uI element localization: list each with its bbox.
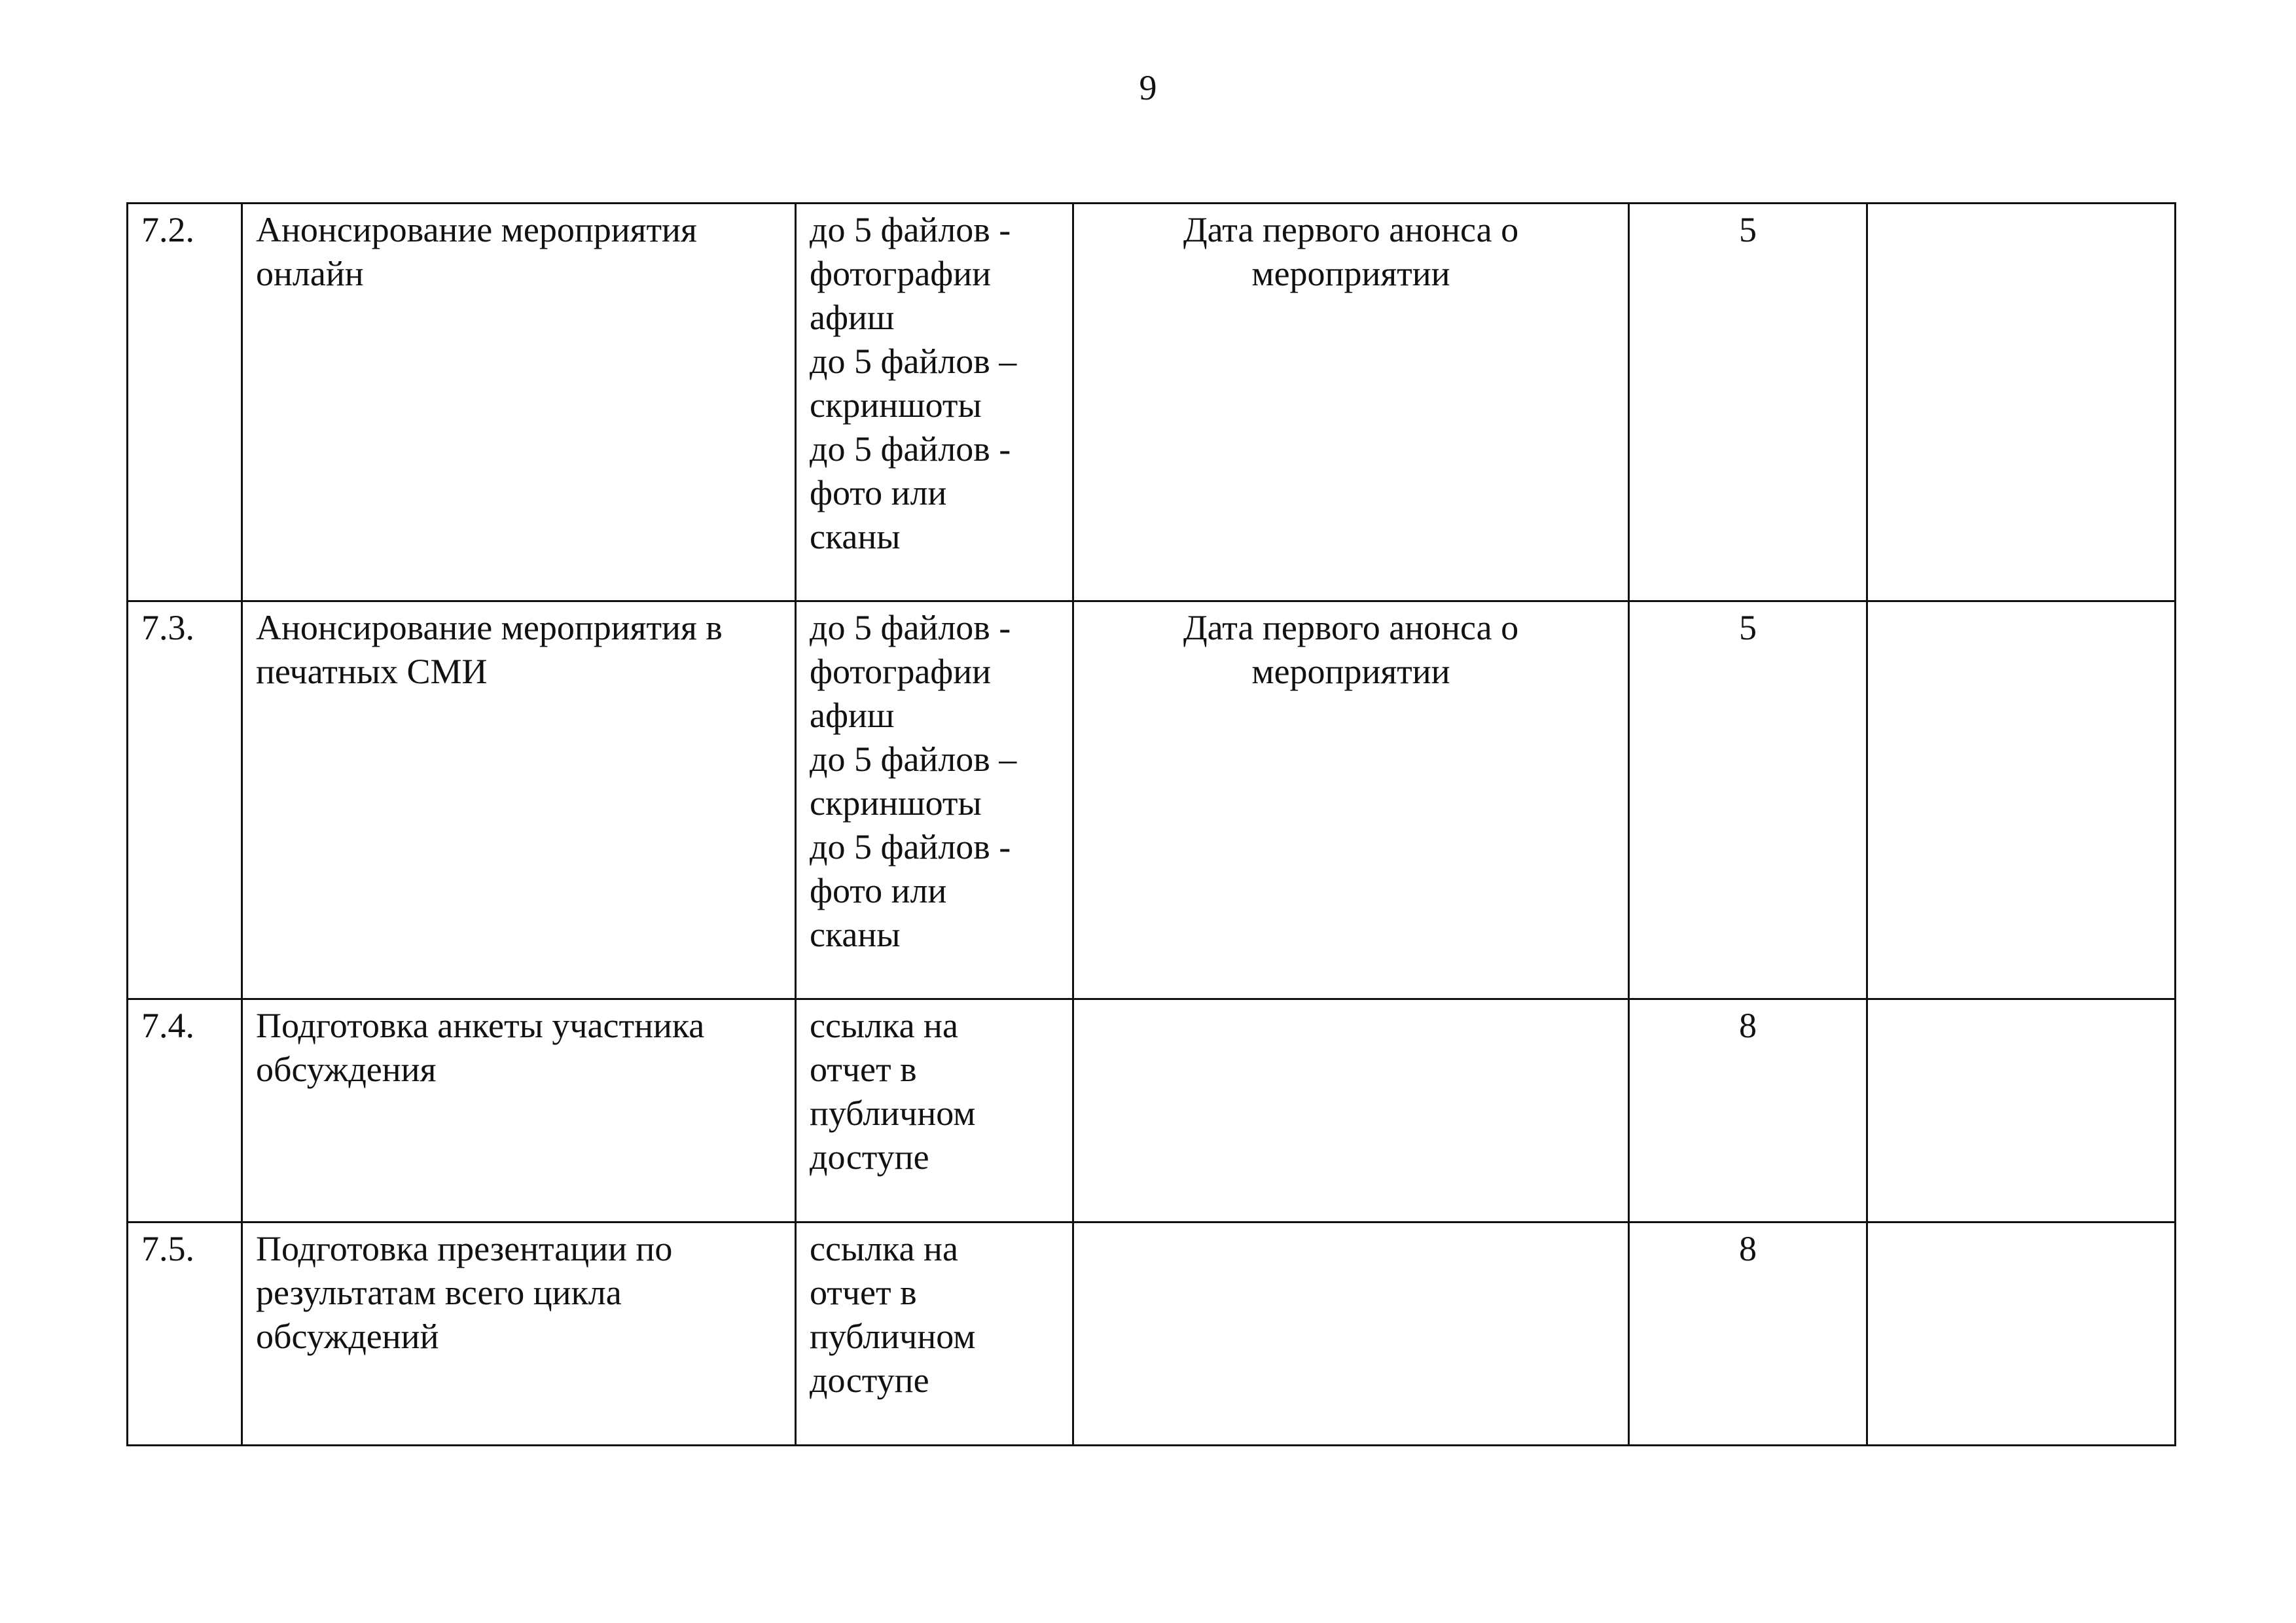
confirmation-text: ссылка на отчет в публичном доступе: [810, 1006, 976, 1177]
score-cell: [1629, 204, 1867, 601]
score-value: 8: [1739, 1006, 1757, 1045]
row-number: 7.2.: [141, 210, 194, 249]
row-number-cell: [128, 999, 242, 1222]
confirmation-text: до 5 файлов - фотографии афиш до 5 файлов – скриншоты до 5 файлов - фото или сканы: [810, 608, 1017, 954]
score-cell: [1629, 1222, 1867, 1446]
date-text: Дата первого анонса о мероприятии: [1183, 210, 1519, 293]
row-number-cell: [128, 1222, 242, 1446]
score-value: 8: [1739, 1229, 1757, 1268]
score-value: 5: [1739, 210, 1757, 249]
confirmation-cell: [796, 601, 1073, 999]
score-value: 5: [1739, 608, 1757, 647]
date-cell: [1073, 204, 1629, 601]
table-row: [128, 601, 2176, 999]
table-row: [128, 1222, 2176, 1446]
criterion-text: Подготовка анкеты участника обсуждения: [256, 1006, 705, 1089]
page-number: 9: [1139, 68, 1157, 107]
table-row: [128, 204, 2176, 601]
date-cell: [1073, 601, 1629, 999]
table-row: [128, 999, 2176, 1222]
score-cell: [1629, 999, 1867, 1222]
criterion-text: Анонсирование мероприятия онлайн: [256, 210, 697, 293]
criterion-text: Анонсирование мероприятия в печатных СМИ: [256, 608, 723, 691]
confirmation-text: ссылка на отчет в публичном доступе: [810, 1229, 976, 1400]
confirmation-text: до 5 файлов - фотографии афиш до 5 файлов – скриншоты до 5 файлов - фото или сканы: [810, 210, 1017, 556]
row-number: 7.4.: [141, 1006, 194, 1045]
note-cell: [1867, 601, 2176, 999]
row-number: 7.5.: [141, 1229, 194, 1268]
criterion-text: Подготовка презентации по результатам всего цикла обсуждений: [256, 1229, 673, 1356]
confirmation-cell: [796, 999, 1073, 1222]
date-text: Дата первого анонса о мероприятии: [1183, 608, 1519, 691]
date-cell: [1073, 999, 1629, 1222]
criterion-cell: [242, 999, 796, 1222]
row-number-cell: [128, 204, 242, 601]
criteria-table: [126, 202, 2176, 1446]
note-cell: [1867, 204, 2176, 601]
date-cell: [1073, 1222, 1629, 1446]
score-cell: [1629, 601, 1867, 999]
row-number: 7.3.: [141, 608, 194, 647]
criterion-cell: [242, 601, 796, 999]
row-number-cell: [128, 601, 242, 999]
confirmation-cell: [796, 1222, 1073, 1446]
note-cell: [1867, 999, 2176, 1222]
note-cell: [1867, 1222, 2176, 1446]
criterion-cell: [242, 1222, 796, 1446]
confirmation-cell: [796, 204, 1073, 601]
criterion-cell: [242, 204, 796, 601]
